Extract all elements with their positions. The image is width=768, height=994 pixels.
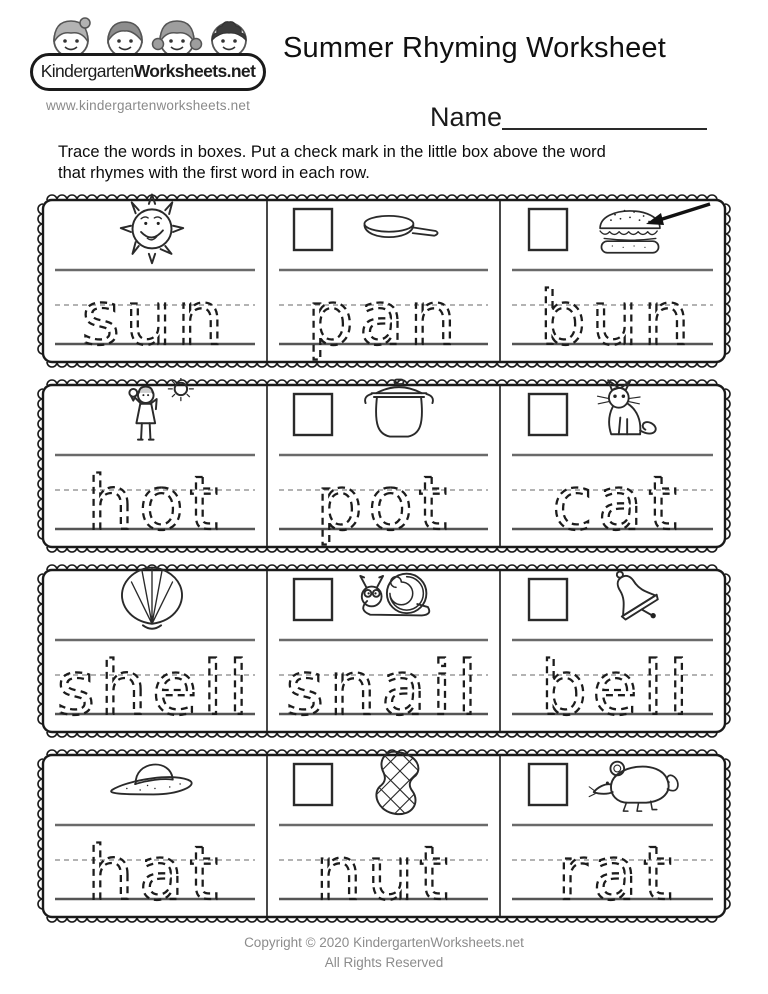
trace-word-hat: hat (86, 831, 224, 917)
trace-word-hot: hot (86, 461, 224, 547)
trace-word-rat: rat (557, 831, 677, 917)
rhyme-checkbox[interactable] (529, 764, 567, 805)
kid-avatar-icon (108, 22, 142, 57)
worksheet-grid (34, 191, 734, 931)
hat-image (111, 765, 192, 795)
rhyme-checkbox[interactable] (294, 579, 332, 620)
pointer-arrow (656, 204, 710, 221)
site-logo (30, 8, 266, 113)
cell-bell (512, 561, 713, 732)
worksheet-row-3 (34, 561, 734, 741)
snail-image (360, 574, 429, 616)
cell-hot (55, 377, 255, 547)
worksheet-row-4 (34, 746, 734, 926)
pan-image (364, 216, 437, 237)
worksheet-row-2 (34, 376, 734, 556)
rhyme-checkbox[interactable] (294, 764, 332, 805)
trace-word-sun: sun (81, 276, 229, 362)
kid-avatar-icon (153, 21, 202, 57)
rhyme-checkbox[interactable] (294, 209, 332, 250)
cell-cat (512, 380, 713, 547)
trace-word-nut: nut (315, 831, 453, 917)
cell-snail (279, 574, 488, 732)
logo-banner (30, 53, 266, 91)
trace-word-shell: shell (56, 646, 254, 732)
cell-bun (512, 204, 713, 362)
rhyme-checkbox[interactable] (529, 209, 567, 250)
name-label: Name (430, 102, 503, 132)
instructions-line: Trace the words in boxes. Put a check mark in the little box above the word (58, 143, 606, 161)
page-title: Summer Rhyming Worksheet (283, 32, 666, 64)
website-url: www.kindergartenworksheets.net (45, 98, 251, 113)
page-footer (0, 933, 768, 974)
instructions-text (58, 142, 728, 185)
trace-word-bell: bell (540, 646, 694, 732)
pot-image (365, 380, 433, 437)
girl-in-hot-weather-image (129, 377, 193, 439)
cell-pan (279, 209, 488, 362)
worksheet-row-1 (34, 191, 734, 371)
kid-avatar-icon (54, 18, 90, 57)
name-input-line[interactable] (502, 101, 707, 130)
brand-text-bold: Worksheets.net (133, 61, 256, 81)
cell-pot (279, 380, 488, 547)
instructions-line: that rhymes with the first word in each row. (58, 164, 370, 183)
cell-hat (55, 765, 255, 917)
rhyme-checkbox[interactable] (529, 579, 567, 620)
trace-word-pan: pan (306, 276, 462, 362)
trace-word-snail: snail (285, 646, 483, 732)
cat-image (598, 380, 656, 434)
cell-rat (512, 762, 713, 917)
cell-sun (55, 195, 255, 362)
rhyme-checkbox[interactable] (294, 394, 332, 435)
rhyme-checkbox[interactable] (529, 394, 567, 435)
sun-image (121, 195, 183, 264)
brand-text: Kindergarten (40, 61, 134, 81)
trace-word-cat: cat (551, 461, 683, 547)
cell-shell (55, 568, 255, 732)
cell-nut (279, 746, 488, 917)
seashell-image (122, 568, 182, 629)
rat-image (589, 762, 678, 811)
hamburger-image (600, 210, 660, 253)
rights-text: All Rights Reserved (324, 955, 444, 971)
copyright-text: Copyright © 2020 KindergartenWorksheets.net (244, 935, 524, 950)
kid-avatar-icon (212, 22, 246, 57)
trace-word-pot: pot (315, 461, 453, 547)
peanut-image (341, 746, 460, 824)
bell-image (601, 561, 667, 632)
name-row (430, 101, 707, 133)
trace-word-bun: bun (539, 276, 695, 362)
